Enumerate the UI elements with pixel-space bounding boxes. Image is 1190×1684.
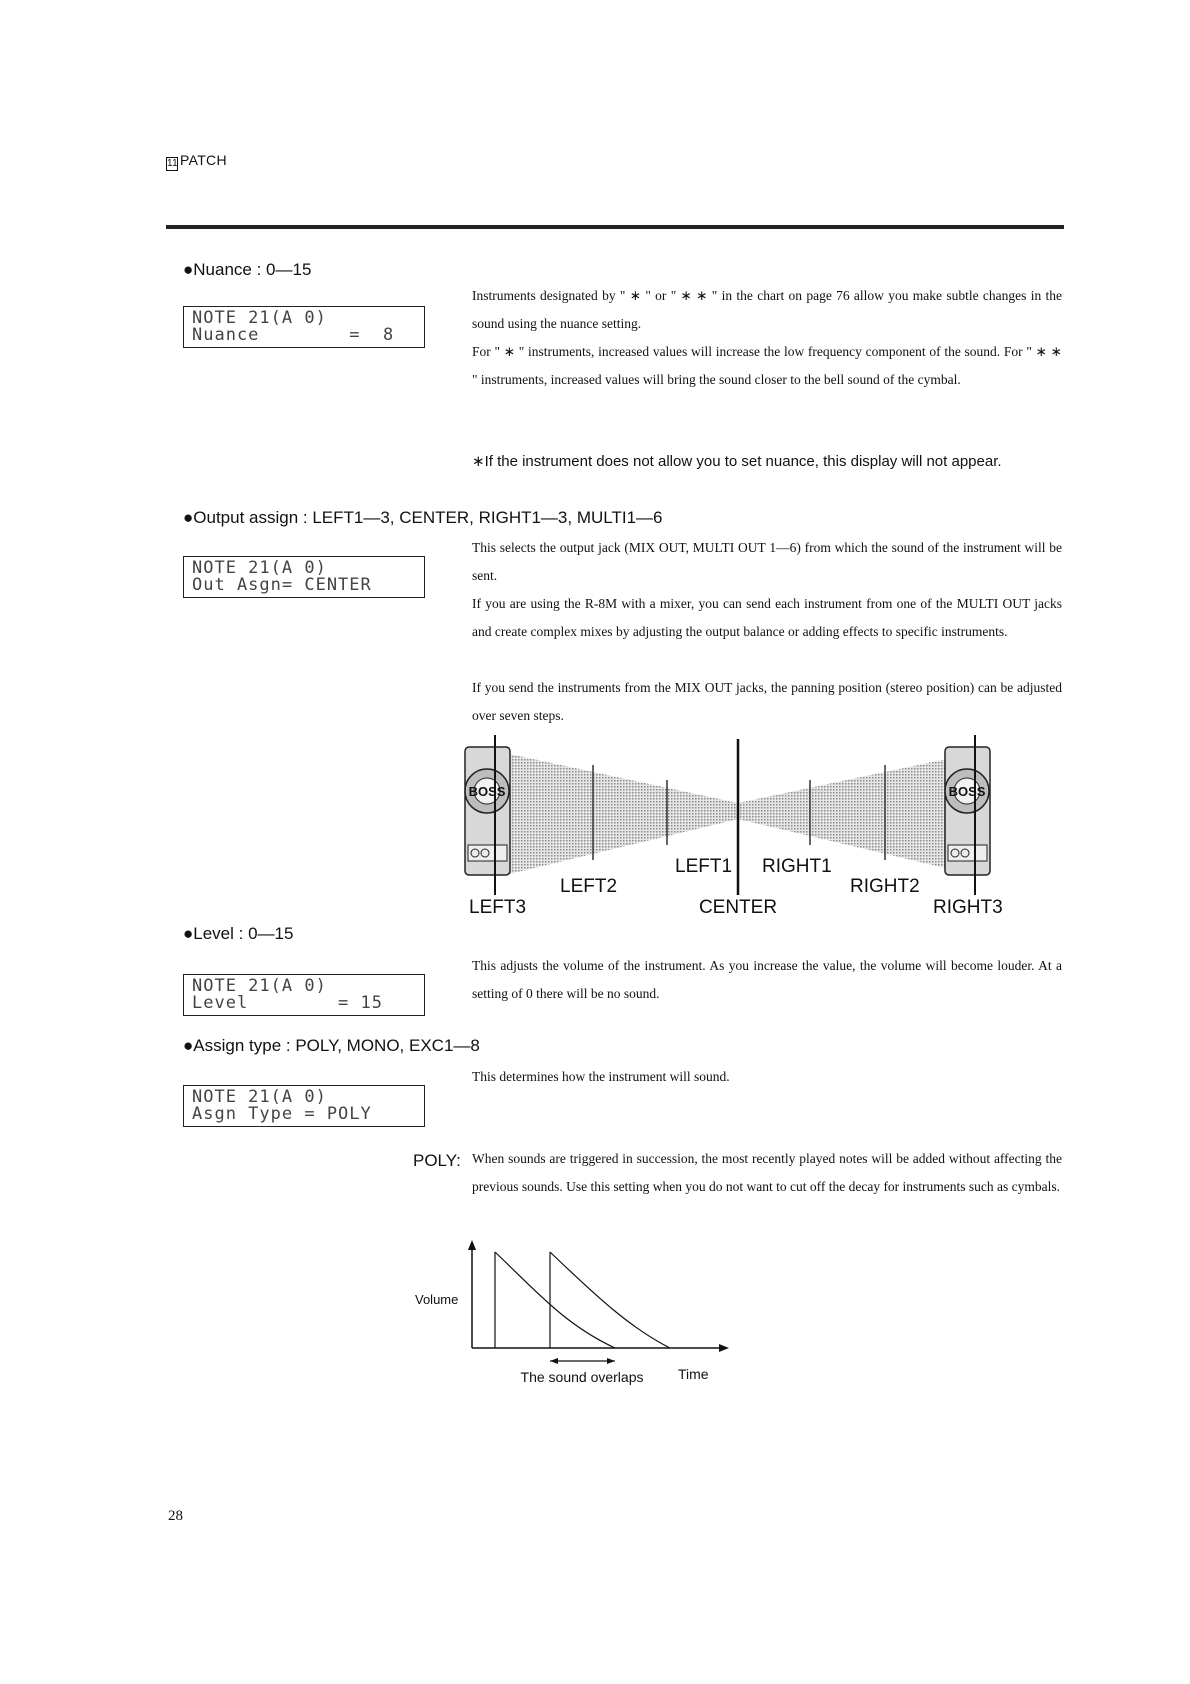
section-number: 11 — [167, 158, 178, 169]
label-right1: RIGHT1 — [762, 856, 832, 877]
label-left2: LEFT2 — [560, 876, 618, 897]
nuance-text-2: For " ∗ " instruments, increased values will increase the low frequency component of the sound. For " ∗ ∗ " instruments, increased values will bring the sound closer to the bell sound of the cymbal. — [472, 344, 1062, 387]
lcd-line-1: NOTE 21(A 0) — [192, 308, 327, 328]
note1-decay — [495, 1252, 615, 1348]
lcd-line-2: Level = 15 — [192, 993, 383, 1013]
label-left3: LEFT3 — [469, 897, 527, 918]
label-right3: RIGHT3 — [933, 897, 1003, 918]
level-heading: ●Level : 0—15 — [183, 924, 294, 943]
x-axis-arrow — [719, 1344, 729, 1352]
left-speaker-logo: BOSS — [468, 784, 506, 799]
header-rule — [166, 225, 1064, 229]
level-text-1: This adjusts the volume of the instrument. As you increase the value, the volume will become louder. At a setting of 0 there will be no sound. — [472, 958, 1062, 1001]
left-speaker-icon — [465, 747, 510, 875]
label-left1: LEFT1 — [675, 856, 733, 877]
nuance-note: ∗If the instrument does not allow you to set nuance, this display will not appear. — [472, 453, 1002, 470]
level-lcd — [183, 974, 425, 1016]
output-heading: ●Output assign : LEFT1—3, CENTER, RIGHT1—3, MULTI1—6 — [183, 508, 663, 527]
right-speaker-icon — [945, 747, 990, 875]
y-axis-arrow — [468, 1240, 476, 1250]
lcd-line-1: NOTE 21(A 0) — [192, 976, 327, 996]
output-text-2: If you are using the R-8M with a mixer, you can send each instrument from one of the MULTI OUT jacks and create complex mixes by adjusting the output balance or adding effects to specific instruments. — [472, 596, 1062, 639]
assign-heading: ●Assign type : POLY, MONO, EXC1—8 — [183, 1036, 480, 1055]
lcd-line-2: Out Asgn= CENTER — [192, 575, 372, 595]
output-text-1: This selects the output jack (MIX OUT, MULTI OUT 1—6) from which the sound of the instrument will be sent. — [472, 540, 1062, 583]
assign-text-1: This determines how the instrument will sound. — [472, 1069, 730, 1084]
lcd-line-2: Nuance = 8 — [192, 325, 395, 345]
nuance-text-1: Instruments designated by " ∗ " or " ∗ ∗ " in the chart on page 76 allow you make subtle changes in the sound using the nuance setting. — [472, 288, 1062, 331]
nuance-heading: ●Nuance : 0—15 — [183, 260, 312, 279]
note2-decay — [550, 1252, 670, 1348]
label-center: CENTER — [698, 897, 778, 918]
section-header — [166, 152, 227, 171]
overlap-label: The sound overlaps — [520, 1369, 644, 1385]
overlap-arrow-left — [550, 1358, 558, 1364]
output-lcd — [183, 556, 425, 598]
poly-label: POLY: — [413, 1151, 461, 1170]
overlap-arrow-right — [607, 1358, 615, 1364]
nuance-lcd — [183, 306, 425, 348]
page-number: 28 — [168, 1508, 183, 1524]
decay-overlap-graph — [395, 1240, 735, 1390]
assign-lcd — [183, 1085, 425, 1127]
lcd-line-1: NOTE 21(A 0) — [192, 1087, 327, 1107]
lcd-line-2: Asgn Type = POLY — [192, 1104, 372, 1124]
pan-position-diagram — [455, 735, 1025, 920]
label-right2: RIGHT2 — [850, 876, 920, 897]
graph-xlabel: Time — [678, 1366, 709, 1382]
lcd-line-1: NOTE 21(A 0) — [192, 558, 327, 578]
right-speaker-logo: BOSS — [948, 784, 986, 799]
graph-ylabel: Volume — [415, 1292, 459, 1307]
section-title: PATCH — [180, 152, 227, 168]
output-text-3: If you send the instruments from the MIX OUT jacks, the panning position (stereo position) can be adjusted over seven steps. — [472, 680, 1062, 723]
poly-text: When sounds are triggered in succession, the most recently played notes will be added without affecting the previous sounds. Use this setting when you do not want to cut off the decay for instruments such as cymbals. — [472, 1151, 1062, 1194]
